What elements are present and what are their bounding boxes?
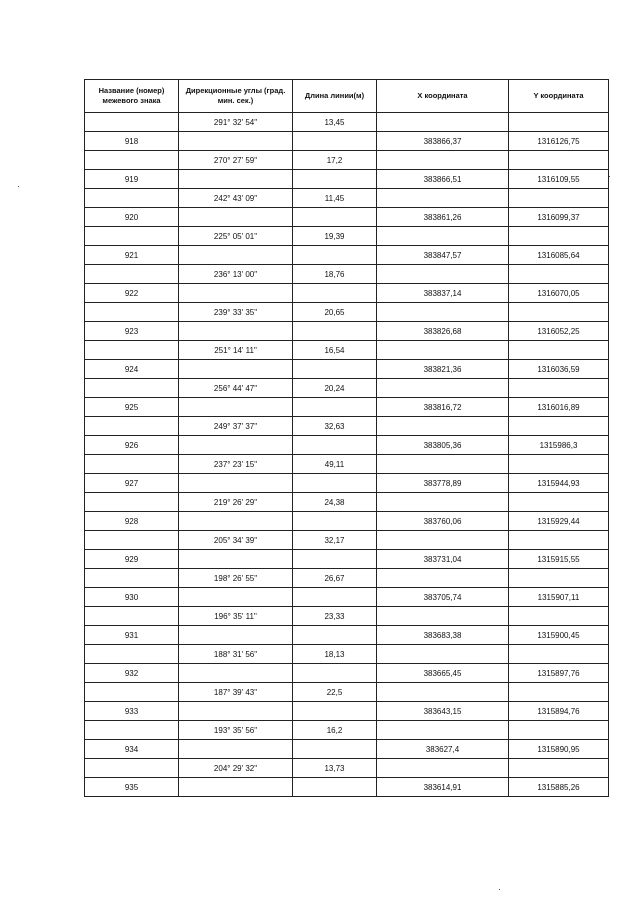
line-length-cell: 18,13	[293, 645, 377, 664]
line-length-cell: 24,38	[293, 493, 377, 512]
scan-speck	[499, 889, 500, 890]
point-name-cell: 928	[85, 512, 179, 531]
x-coordinate-cell	[377, 721, 509, 740]
y-coordinate-cell	[509, 113, 609, 132]
point-name-cell	[85, 341, 179, 360]
point-row	[85, 170, 609, 189]
segment-row	[85, 721, 609, 740]
segment-row	[85, 607, 609, 626]
y-coordinate-cell	[509, 227, 609, 246]
point-row	[85, 398, 609, 417]
x-coordinate-cell: 383683,38	[377, 626, 509, 645]
line-length-cell	[293, 284, 377, 303]
line-length-cell	[293, 132, 377, 151]
direction-angle-cell	[179, 322, 293, 341]
direction-angle-cell	[179, 170, 293, 189]
y-coordinate-cell: 1315915,55	[509, 550, 609, 569]
y-coordinate-cell	[509, 493, 609, 512]
x-coordinate-cell	[377, 455, 509, 474]
direction-angle-cell	[179, 360, 293, 379]
segment-row	[85, 569, 609, 588]
line-length-cell	[293, 778, 377, 797]
point-name-cell	[85, 113, 179, 132]
direction-angle-cell	[179, 512, 293, 531]
y-coordinate-cell: 1316070,05	[509, 284, 609, 303]
y-coordinate-cell	[509, 569, 609, 588]
point-name-cell: 933	[85, 702, 179, 721]
line-length-cell: 16,2	[293, 721, 377, 740]
direction-angle-cell: 187° 39' 43"	[179, 683, 293, 702]
line-length-cell: 11,45	[293, 189, 377, 208]
segment-row	[85, 113, 609, 132]
y-coordinate-cell	[509, 379, 609, 398]
x-coordinate-cell: 383826,68	[377, 322, 509, 341]
y-coordinate-cell	[509, 683, 609, 702]
line-length-cell	[293, 550, 377, 569]
x-coordinate-cell	[377, 417, 509, 436]
line-length-cell	[293, 246, 377, 265]
line-length-cell	[293, 170, 377, 189]
y-coordinate-cell: 1316126,75	[509, 132, 609, 151]
line-length-cell: 22,5	[293, 683, 377, 702]
direction-angle-cell	[179, 284, 293, 303]
point-name-cell	[85, 151, 179, 170]
y-coordinate-cell: 1316085,64	[509, 246, 609, 265]
point-name-cell	[85, 493, 179, 512]
y-coordinate-cell	[509, 417, 609, 436]
line-length-cell: 18,76	[293, 265, 377, 284]
direction-angle-cell: 205° 34' 39"	[179, 531, 293, 550]
point-name-cell: 930	[85, 588, 179, 607]
point-row	[85, 664, 609, 683]
direction-angle-cell	[179, 588, 293, 607]
scan-speck	[609, 176, 610, 177]
x-coordinate-cell	[377, 569, 509, 588]
point-row	[85, 702, 609, 721]
x-coordinate-cell: 383760,06	[377, 512, 509, 531]
x-coordinate-cell: 383778,89	[377, 474, 509, 493]
point-row	[85, 588, 609, 607]
x-coordinate-cell	[377, 113, 509, 132]
line-length-cell: 49,11	[293, 455, 377, 474]
line-length-cell: 32,17	[293, 531, 377, 550]
point-name-cell	[85, 303, 179, 322]
line-length-cell: 17,2	[293, 151, 377, 170]
y-coordinate-cell: 1315986,3	[509, 436, 609, 455]
line-length-cell	[293, 474, 377, 493]
line-length-cell: 26,67	[293, 569, 377, 588]
y-coordinate-cell	[509, 151, 609, 170]
point-row	[85, 208, 609, 227]
x-coordinate-cell: 383866,51	[377, 170, 509, 189]
x-coordinate-cell	[377, 759, 509, 778]
y-coordinate-cell: 1315907,11	[509, 588, 609, 607]
x-coordinate-cell	[377, 645, 509, 664]
segment-row	[85, 265, 609, 284]
direction-angle-cell: 256° 44' 47"	[179, 379, 293, 398]
segment-row	[85, 341, 609, 360]
y-coordinate-cell: 1315929,44	[509, 512, 609, 531]
line-length-cell	[293, 664, 377, 683]
point-name-cell: 918	[85, 132, 179, 151]
point-row	[85, 436, 609, 455]
direction-angle-cell: 251° 14' 11"	[179, 341, 293, 360]
x-coordinate-cell: 383866,37	[377, 132, 509, 151]
x-coordinate-cell: 383861,26	[377, 208, 509, 227]
direction-angle-cell	[179, 626, 293, 645]
line-length-cell	[293, 512, 377, 531]
y-coordinate-cell: 1316036,59	[509, 360, 609, 379]
x-coordinate-cell: 383643,15	[377, 702, 509, 721]
y-coordinate-cell: 1316109,55	[509, 170, 609, 189]
point-name-cell	[85, 759, 179, 778]
y-coordinate-cell: 1315890,95	[509, 740, 609, 759]
point-row	[85, 512, 609, 531]
header-line-length: Длина линии(м)	[293, 80, 377, 113]
point-name-cell	[85, 455, 179, 474]
line-length-cell: 20,24	[293, 379, 377, 398]
segment-row	[85, 151, 609, 170]
direction-angle-cell: 204° 29' 32"	[179, 759, 293, 778]
segment-row	[85, 303, 609, 322]
line-length-cell: 32,63	[293, 417, 377, 436]
segment-row	[85, 645, 609, 664]
x-coordinate-cell: 383837,14	[377, 284, 509, 303]
direction-angle-cell	[179, 702, 293, 721]
y-coordinate-cell: 1316016,89	[509, 398, 609, 417]
direction-angle-cell: 198° 26' 55"	[179, 569, 293, 588]
x-coordinate-cell	[377, 265, 509, 284]
direction-angle-cell	[179, 398, 293, 417]
direction-angle-cell	[179, 474, 293, 493]
y-coordinate-cell	[509, 531, 609, 550]
point-row	[85, 360, 609, 379]
segment-row	[85, 493, 609, 512]
y-coordinate-cell: 1315894,76	[509, 702, 609, 721]
header-direction-angle: Дирекционные углы (град. мин. сек.)	[179, 80, 293, 113]
direction-angle-cell: 193° 35' 56"	[179, 721, 293, 740]
direction-angle-cell: 270° 27' 59"	[179, 151, 293, 170]
point-row	[85, 132, 609, 151]
point-name-cell: 929	[85, 550, 179, 569]
y-coordinate-cell	[509, 721, 609, 740]
point-name-cell	[85, 645, 179, 664]
direction-angle-cell: 237° 23' 15"	[179, 455, 293, 474]
line-length-cell: 13,73	[293, 759, 377, 778]
header-row	[85, 80, 609, 113]
x-coordinate-cell	[377, 227, 509, 246]
point-name-cell: 921	[85, 246, 179, 265]
y-coordinate-cell: 1316052,25	[509, 322, 609, 341]
segment-row	[85, 227, 609, 246]
point-name-cell: 935	[85, 778, 179, 797]
direction-angle-cell: 236° 13' 00"	[179, 265, 293, 284]
y-coordinate-cell	[509, 607, 609, 626]
y-coordinate-cell	[509, 303, 609, 322]
point-name-cell	[85, 569, 179, 588]
line-length-cell: 19,39	[293, 227, 377, 246]
y-coordinate-cell	[509, 645, 609, 664]
segment-row	[85, 189, 609, 208]
point-name-cell: 934	[85, 740, 179, 759]
x-coordinate-cell: 383731,04	[377, 550, 509, 569]
direction-angle-cell	[179, 550, 293, 569]
header-point-name: Название (номер) межевого знака	[85, 80, 179, 113]
x-coordinate-cell	[377, 683, 509, 702]
direction-angle-cell	[179, 740, 293, 759]
point-row	[85, 778, 609, 797]
point-name-cell	[85, 189, 179, 208]
point-name-cell	[85, 607, 179, 626]
segment-row	[85, 455, 609, 474]
point-name-cell	[85, 379, 179, 398]
line-length-cell	[293, 702, 377, 721]
point-name-cell: 923	[85, 322, 179, 341]
x-coordinate-cell	[377, 189, 509, 208]
point-row	[85, 626, 609, 645]
x-coordinate-cell	[377, 531, 509, 550]
segment-row	[85, 683, 609, 702]
y-coordinate-cell	[509, 341, 609, 360]
point-name-cell: 925	[85, 398, 179, 417]
point-name-cell	[85, 683, 179, 702]
point-name-cell: 932	[85, 664, 179, 683]
line-length-cell: 20,65	[293, 303, 377, 322]
direction-angle-cell: 291° 32' 54"	[179, 113, 293, 132]
direction-angle-cell	[179, 132, 293, 151]
line-length-cell	[293, 360, 377, 379]
header-y-coordinate: Y координата	[509, 80, 609, 113]
line-length-cell	[293, 398, 377, 417]
point-row	[85, 246, 609, 265]
point-row	[85, 322, 609, 341]
y-coordinate-cell: 1316099,37	[509, 208, 609, 227]
direction-angle-cell: 196° 35' 11"	[179, 607, 293, 626]
point-name-cell	[85, 721, 179, 740]
line-length-cell	[293, 208, 377, 227]
line-length-cell	[293, 588, 377, 607]
point-name-cell: 922	[85, 284, 179, 303]
y-coordinate-cell: 1315900,45	[509, 626, 609, 645]
x-coordinate-cell	[377, 151, 509, 170]
line-length-cell	[293, 740, 377, 759]
direction-angle-cell	[179, 664, 293, 683]
line-length-cell: 13,45	[293, 113, 377, 132]
line-length-cell: 23,33	[293, 607, 377, 626]
point-name-cell: 924	[85, 360, 179, 379]
y-coordinate-cell	[509, 759, 609, 778]
line-length-cell	[293, 626, 377, 645]
line-length-cell	[293, 436, 377, 455]
header-x-coordinate: X координата	[377, 80, 509, 113]
direction-angle-cell	[179, 778, 293, 797]
direction-angle-cell	[179, 208, 293, 227]
point-name-cell: 931	[85, 626, 179, 645]
y-coordinate-cell: 1315897,76	[509, 664, 609, 683]
direction-angle-cell: 219° 26' 29"	[179, 493, 293, 512]
direction-angle-cell	[179, 246, 293, 265]
x-coordinate-cell: 383627,4	[377, 740, 509, 759]
point-name-cell	[85, 417, 179, 436]
point-name-cell	[85, 531, 179, 550]
x-coordinate-cell: 383665,45	[377, 664, 509, 683]
x-coordinate-cell	[377, 607, 509, 626]
x-coordinate-cell	[377, 493, 509, 512]
direction-angle-cell	[179, 436, 293, 455]
x-coordinate-cell: 383816,72	[377, 398, 509, 417]
line-length-cell	[293, 322, 377, 341]
x-coordinate-cell: 383705,74	[377, 588, 509, 607]
direction-angle-cell: 239° 33' 35"	[179, 303, 293, 322]
line-length-cell: 16,54	[293, 341, 377, 360]
point-row	[85, 474, 609, 493]
x-coordinate-cell	[377, 303, 509, 322]
point-name-cell: 919	[85, 170, 179, 189]
x-coordinate-cell: 383805,36	[377, 436, 509, 455]
coordinates-table	[84, 79, 609, 797]
y-coordinate-cell: 1315885,26	[509, 778, 609, 797]
point-name-cell	[85, 227, 179, 246]
y-coordinate-cell	[509, 455, 609, 474]
y-coordinate-cell	[509, 265, 609, 284]
point-name-cell: 927	[85, 474, 179, 493]
segment-row	[85, 531, 609, 550]
segment-row	[85, 417, 609, 436]
x-coordinate-cell	[377, 379, 509, 398]
point-row	[85, 550, 609, 569]
direction-angle-cell: 225° 05' 01"	[179, 227, 293, 246]
boundary-coordinates-sheet	[84, 79, 609, 797]
y-coordinate-cell	[509, 189, 609, 208]
point-name-cell	[85, 265, 179, 284]
direction-angle-cell: 188° 31' 56"	[179, 645, 293, 664]
scan-speck	[18, 186, 19, 187]
x-coordinate-cell: 383821,36	[377, 360, 509, 379]
segment-row	[85, 759, 609, 778]
x-coordinate-cell: 383847,57	[377, 246, 509, 265]
y-coordinate-cell: 1315944,93	[509, 474, 609, 493]
table-body	[85, 113, 609, 797]
direction-angle-cell: 242° 43' 09"	[179, 189, 293, 208]
segment-row	[85, 379, 609, 398]
x-coordinate-cell: 383614,91	[377, 778, 509, 797]
x-coordinate-cell	[377, 341, 509, 360]
direction-angle-cell: 249° 37' 37"	[179, 417, 293, 436]
point-row	[85, 740, 609, 759]
point-row	[85, 284, 609, 303]
point-name-cell: 920	[85, 208, 179, 227]
point-name-cell: 926	[85, 436, 179, 455]
